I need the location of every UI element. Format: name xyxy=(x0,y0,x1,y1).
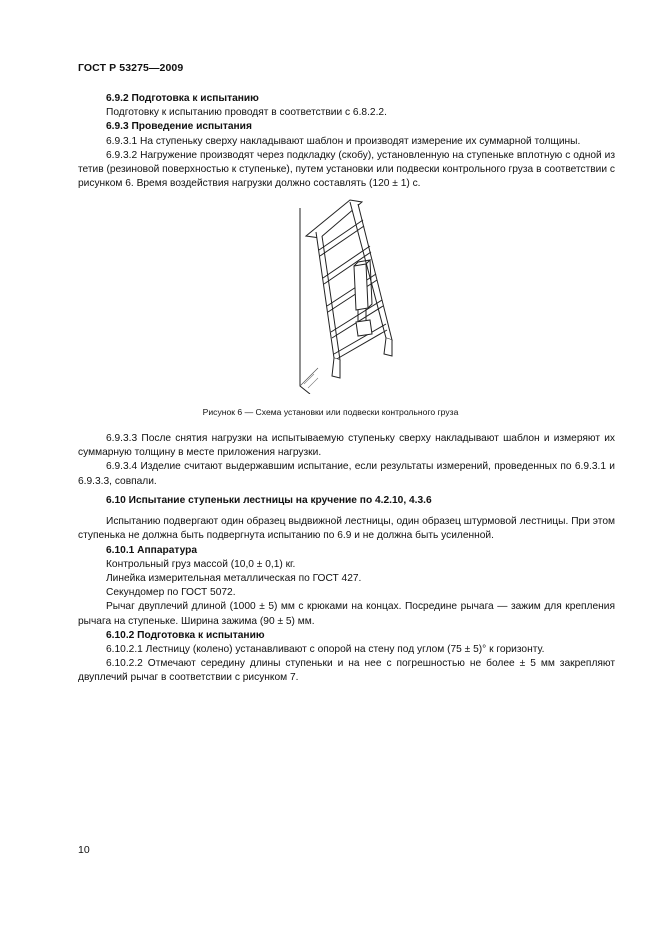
sections-693-cont xyxy=(78,432,615,489)
load-weight xyxy=(354,264,368,310)
ladder-stile-left xyxy=(316,232,340,360)
para-6-9-3-3: 6.9.3.3 После снятия нагрузки на испытываемую ступеньку сверху накладывают шаблон и измеряют их суммарную толщину в месте приложения нагрузки. xyxy=(78,433,615,459)
page-number: 10 xyxy=(78,844,90,856)
heading-6-10: 6.10 Испытание ступеньки лестницы на кручение по 4.2.10, 4.3.6 xyxy=(106,495,432,506)
sections-692-693 xyxy=(78,92,615,191)
section-6-10 xyxy=(78,494,615,686)
para-6-10-intro: Испытанию подвергают один образец выдвижной лестницы, один образец штурмовой лестницы. При этом ступенька не должна быть подвергнута испытанию по 6.9 и не должна быть усиленной. xyxy=(78,516,615,542)
figure-ladder-load xyxy=(288,198,398,394)
figure-caption: Рисунок 6 — Схема установки или подвески контрольного груза xyxy=(202,407,459,417)
para-6-10-2-2: 6.10.2.2 Отмечают середину длины ступеньки и на нее с погрешностью не более ± 5 мм закрепляют двуплечий рычаг в соответствии с рисунком 7. xyxy=(78,658,615,684)
apparatus-weight: Контрольный груз массой (10,0 ± 0,1) кг. xyxy=(106,558,296,570)
load-clamp xyxy=(356,320,372,336)
heading-6-9-3: 6.9.3 Проведение испытания xyxy=(106,121,252,133)
para-6-9-2: Подготовку к испытанию проводят в соответствии с 6.8.2.2. xyxy=(106,107,387,119)
heading-6-9-2: 6.9.2 Подготовка к испытанию xyxy=(106,93,259,104)
para-6-9-3-2: 6.9.3.2 Нагружение производят через подкладку (скобу), установленную на ступеньке вплотную с одной из тетив (резиновой поверхностью к ступеньке), путем установки или подвески контрольного груза в соответствии с рисунком 6. Время воздействия нагрузки должно составлять (120 ± 1) с. xyxy=(78,149,615,190)
heading-6-10-2: 6.10.2 Подготовка к испытанию xyxy=(106,629,265,641)
document-header: ГОСТ Р 53275—2009 xyxy=(78,62,184,74)
apparatus-lever: Рычаг двуплечий длиной (1000 ± 5) мм с крюками на концах. Посредине рычага — зажим для крепления рычага на ступеньке. Ширина зажима (90 ± 5) мм. xyxy=(78,601,615,627)
apparatus-ruler: Линейка измерительная металлическая по ГОСТ 427. xyxy=(106,573,362,585)
para-6-10-2-1: 6.10.2.1 Лестницу (колено) устанавливают с опорой на стену под углом (75 ± 5)° к горизонту. xyxy=(106,644,545,656)
heading-6-10-1: 6.10.1 Аппаратура xyxy=(106,544,198,556)
apparatus-stopwatch: Секундомер по ГОСТ 5072. xyxy=(106,587,236,599)
para-6-9-3-1: 6.9.3.1 На ступеньку сверху накладывают шаблон и производят измерение их суммарной толщины. xyxy=(106,135,581,147)
para-6-9-3-4: 6.9.3.4 Изделие считают выдержавшим испытание, если результаты измерений, проведенных по 6.9.3.1 и 6.9.3.3, совпали. xyxy=(78,461,615,487)
